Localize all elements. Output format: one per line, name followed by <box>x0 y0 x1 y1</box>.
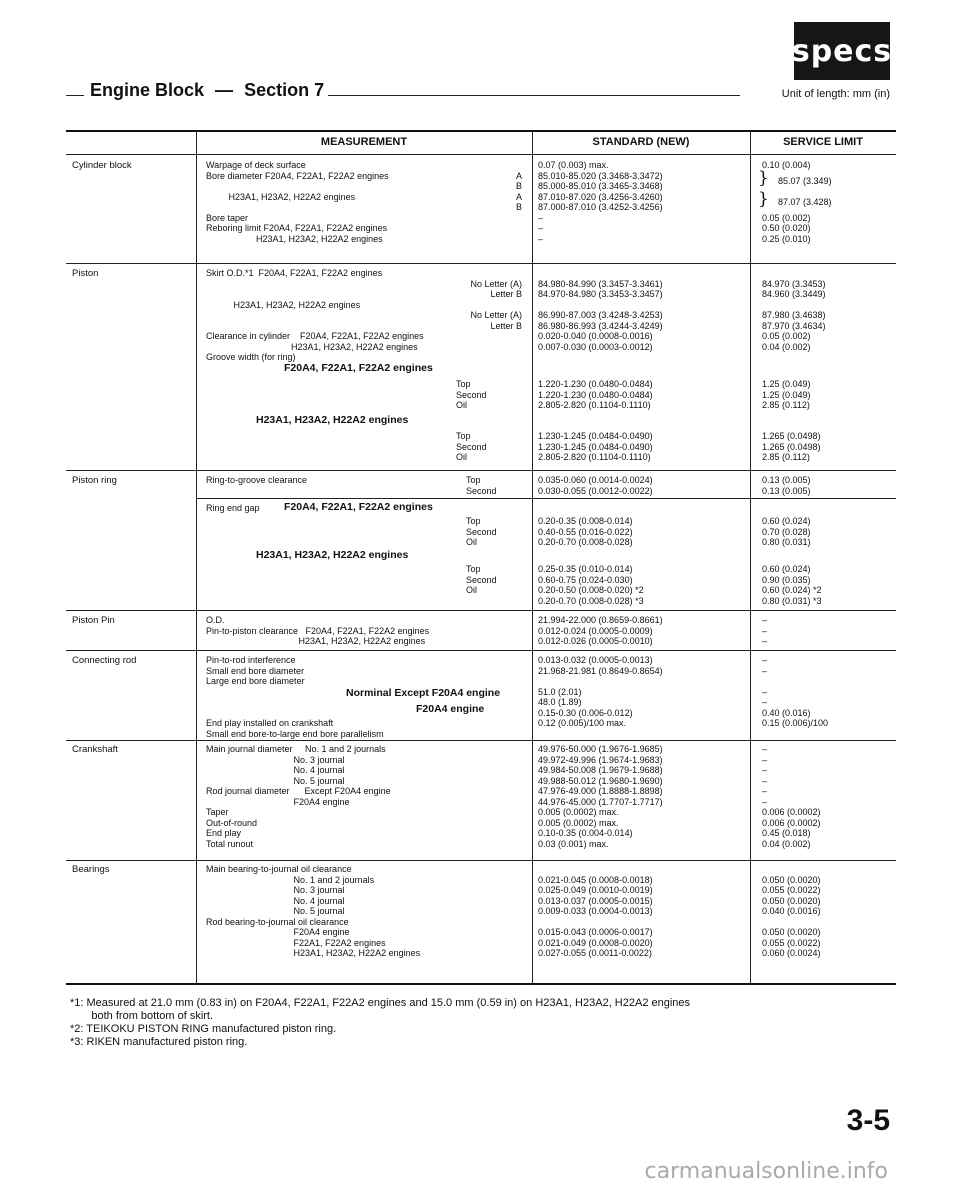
ring-groove-standard: 0.035-0.060 (0.0014-0.0024) 0.030-0.055 (0.0012-0.0022) <box>538 475 653 496</box>
cylinder-block-grades: A B A B <box>516 170 523 212</box>
brace-1: } <box>758 168 769 188</box>
col-divider-standard <box>750 130 751 985</box>
end-gap-f20a4-standard: 0.20-0.35 (0.008-0.014) 0.40-0.55 (0.016-0.022) 0.20-0.70 (0.008-0.028) <box>538 516 633 547</box>
cylinder-block-standard: 0.07 (0.003) max. 85.010-85.020 (3.3468-3.3472) 85.000-85.010 (3.3465-3.3468) 87.010-87.020 (3.4256-3.4260) 87.000-87.010 (3.4252-3.4256) – – – <box>538 160 663 244</box>
ring-groove-measure: Ring-to-groove clearance <box>206 475 308 485</box>
groove-f20a4-limit: 1.25 (0.049) 1.25 (0.049) 2.85 (0.112) <box>762 379 811 410</box>
footnote-3: *3: RIKEN manufactured piston ring. <box>70 1036 248 1048</box>
end-gap-h23a1-head: H23A1, H23A2, H22A2 engines <box>256 549 409 561</box>
piston-pin-limit: – – – <box>762 615 768 646</box>
conrod-measurements: Pin-to-rod interference Small end bore diameter Large end bore diameter <box>206 655 305 686</box>
piston-limit: 84.970 (3.3453) 84.960 (3.3449) 87.980 (3.4638) 87.970 (3.4634) 0.05 (0.002) 0.04 (0.002) <box>762 278 826 352</box>
col-divider-label <box>196 130 197 985</box>
page-title-main: Engine Block <box>90 80 205 100</box>
label-connecting-rod: Connecting rod <box>72 655 137 666</box>
groove-f20a4-standard: 1.220-1.230 (0.0480-0.0484) 1.220-1.230 (0.0480-0.0484) 2.805-2.820 (0.1104-0.1110) <box>538 379 653 410</box>
groove-h23a1-limit: 1.265 (0.0498) 1.265 (0.0498) 2.85 (0.112) <box>762 431 821 462</box>
groove-f20a4-head: F20A4, F22A1, F22A2 engines <box>284 362 433 374</box>
piston-skirt-grades: No Letter (A) Letter B No Letter (A) Letter B <box>470 278 522 331</box>
piston-standard: 84.980-84.990 (3.3457-3.3461) 84.970-84.980 (3.3453-3.3457) 86.990-87.003 (3.4248-3.4253) 86.980-86.993 (3.4244-3.4249) 0.020-0.040 (0.0008-0.0016) 0.007-0.030 (0.0003-0.0012) <box>538 278 663 352</box>
end-gap-h23a1-limit: 0.60 (0.024) 0.90 (0.035) 0.60 (0.024) *2 0.80 (0.031) *3 <box>762 564 822 606</box>
rule-bearings <box>66 860 896 861</box>
conrod-big-end-except-f20a4: Norminal Except F20A4 engine <box>346 687 501 699</box>
table-top-rule <box>66 130 896 132</box>
label-piston-ring: Piston ring <box>72 475 117 486</box>
crankshaft-limit: – – – – – – 0.006 (0.0002) 0.006 (0.0002) 0.45 (0.018) 0.04 (0.002) <box>762 744 821 849</box>
ring-groove-limit: 0.13 (0.005) 0.13 (0.005) <box>762 475 811 496</box>
ring-end-gap-measure: Ring end gap <box>206 503 260 513</box>
footnote-1-cont: both from bottom of skirt. <box>70 1010 214 1022</box>
piston-pin-measurements: O.D. Pin-to-piston clearance F20A4, F22A1, F22A2 engines H23A1, H23A2, H22A2 engines <box>206 615 430 646</box>
label-bearings: Bearings <box>72 864 110 875</box>
title-rule-right <box>328 95 740 96</box>
table-bottom-rule <box>66 983 896 985</box>
cylinder-block-limit: 0.10 (0.004) 0.05 (0.002) 0.50 (0.020) 0.25 (0.010) <box>762 160 811 244</box>
groove-h23a1-head: H23A1, H23A2, H22A2 engines <box>256 414 409 426</box>
end-gap-f20a4-rings: Top Second Oil <box>466 516 497 547</box>
end-gap-h23a1-rings: Top Second Oil <box>466 564 497 595</box>
crankshaft-measurements: Main journal diameter No. 1 and 2 journals No. 3 journal No. 4 journal No. 5 journal Rod journal diameter Except F20A4 engine F20A4 engine Taper Out-of-round End play Total runout <box>206 744 391 849</box>
footnote-1: *1: Measured at 21.0 mm (0.83 in) on F20A4, F22A1, F22A2 engines and 15.0 mm (0.59 in) on H23A1, H23A2, H22A2 engines <box>70 997 691 1009</box>
page-title-section: Section 7 <box>244 80 325 100</box>
conrod-standard: 0.013-0.032 (0.0005-0.0013) 21.968-21.981 (0.8649-0.8654) 51.0 (2.01) 48.0 (1.89) 0.15-0.30 (0.006-0.012) 0.12 (0.005)/100 max. <box>538 655 663 728</box>
brace-2: } <box>758 189 769 209</box>
specs-badge: specs <box>794 22 890 80</box>
rule-connecting-rod <box>66 650 896 651</box>
spec-table <box>66 130 896 985</box>
bearings-standard: 0.021-0.045 (0.0008-0.0018) 0.025-0.049 (0.0010-0.0019) 0.013-0.037 (0.0005-0.0015) 0.009-0.033 (0.0004-0.0013) 0.015-0.043 (0.0006-0.0017) 0.021-0.049 (0.0008-0.0020) 0.027-0.055 (0.0011-0.0022) <box>538 874 653 958</box>
rule-ring-end-gap <box>196 498 896 499</box>
col-divider-measure <box>532 130 533 985</box>
cylinder-bore-limit-1: 85.07 (3.349) <box>778 176 832 186</box>
watermark: carmanualsonline.info <box>644 1159 888 1184</box>
page-title-dash: — <box>215 80 234 100</box>
end-gap-f20a4-head: F20A4, F22A1, F22A2 engines <box>284 501 433 513</box>
header-rule <box>66 154 896 155</box>
rule-crankshaft <box>66 740 896 741</box>
piston-measurements: Skirt O.D.*1 F20A4, F22A1, F22A2 engines H23A1, H23A2, H22A2 engines Clearance in cylinder F20A4, F22A1, F22A2 engines H23A1, H23A2, H22A2 engines Groove width (for ring) <box>206 268 424 362</box>
rule-piston-ring <box>66 470 896 471</box>
conrod-big-end-f20a4: F20A4 engine <box>416 703 485 715</box>
groove-f20a4-rings: Top Second Oil <box>456 379 487 410</box>
groove-h23a1-rings: Top Second Oil <box>456 431 487 462</box>
footnote-2: *2: TEIKOKU PISTON RING manufactured piston ring. <box>70 1023 337 1035</box>
groove-h23a1-standard: 1.230-1.245 (0.0484-0.0490) 1.230-1.245 (0.0484-0.0490) 2.805-2.820 (0.1104-0.1110) <box>538 431 653 462</box>
ring-groove-rings: Top Second <box>466 475 497 496</box>
header-measurement: MEASUREMENT <box>320 136 408 148</box>
cylinder-block-measurements: Warpage of deck surface Bore diameter F20A4, F22A1, F22A2 engines H23A1, H23A2, H22A2 engines Bore taper Reboring limit F20A4, F22A1, F22A2 engines H23A1, H23A2, H22A2 engines <box>206 160 389 244</box>
conrod-measurements-2: End play installed on crankshaft Small end bore-to-large end bore parallelism <box>206 718 384 739</box>
page-number: 3-5 <box>846 1104 890 1137</box>
rule-piston-pin <box>66 610 896 611</box>
title-rule-left <box>66 95 84 96</box>
cylinder-bore-limit-2: 87.07 (3.428) <box>778 197 832 207</box>
bearings-limit: 0.050 (0.0020) 0.055 (0.0022) 0.050 (0.0020) 0.040 (0.0016) 0.050 (0.0020) 0.055 (0.0022) 0.060 (0.0024) <box>762 874 821 958</box>
label-piston-pin: Piston Pin <box>72 615 115 626</box>
label-cylinder-block: Cylinder block <box>72 160 132 171</box>
crankshaft-standard: 49.976-50.000 (1.9676-1.9685) 49.972-49.996 (1.9674-1.9683) 49.984-50.008 (1.9679-1.9688) 49.988-50.012 (1.9680-1.9690) 47.976-49.000 (1.8888-1.8898) 44.976-45.000 (1.7707-1.7717) 0.005 (0.0002) max. 0.005 (0.0002) max. 0.10-0.35 (0.004-0.014) 0.03 (0.001) max. <box>538 744 663 849</box>
bearings-measurements: Main bearing-to-journal oil clearance No. 1 and 2 journals No. 3 journal No. 4 journal No. 5 journal Rod bearing-to-journal oil clearance F20A4 engine F22A1, F22A2 engines H23A1, H23A2, H22A2 engines <box>206 864 421 958</box>
unit-note: Unit of length: mm (in) <box>781 88 890 100</box>
end-gap-f20a4-limit: 0.60 (0.024) 0.70 (0.028) 0.80 (0.031) <box>762 516 811 547</box>
header-service-limit: SERVICE LIMIT <box>783 136 863 148</box>
page-title <box>90 80 324 101</box>
conrod-limit: – – – – 0.40 (0.016) 0.15 (0.006)/100 <box>762 655 829 728</box>
rule-piston <box>66 263 896 264</box>
piston-pin-standard: 21.994-22.000 (0.8659-0.8661) 0.012-0.024 (0.0005-0.0009) 0.012-0.026 (0.0005-0.0010) <box>538 615 663 646</box>
header-standard: STANDARD (NEW) <box>592 136 690 148</box>
end-gap-h23a1-standard: 0.25-0.35 (0.010-0.014) 0.60-0.75 (0.024-0.030) 0.20-0.50 (0.008-0.020) *2 0.20-0.70 (0.008-0.028) *3 <box>538 564 644 606</box>
label-crankshaft: Crankshaft <box>72 744 118 755</box>
label-piston: Piston <box>72 268 99 279</box>
